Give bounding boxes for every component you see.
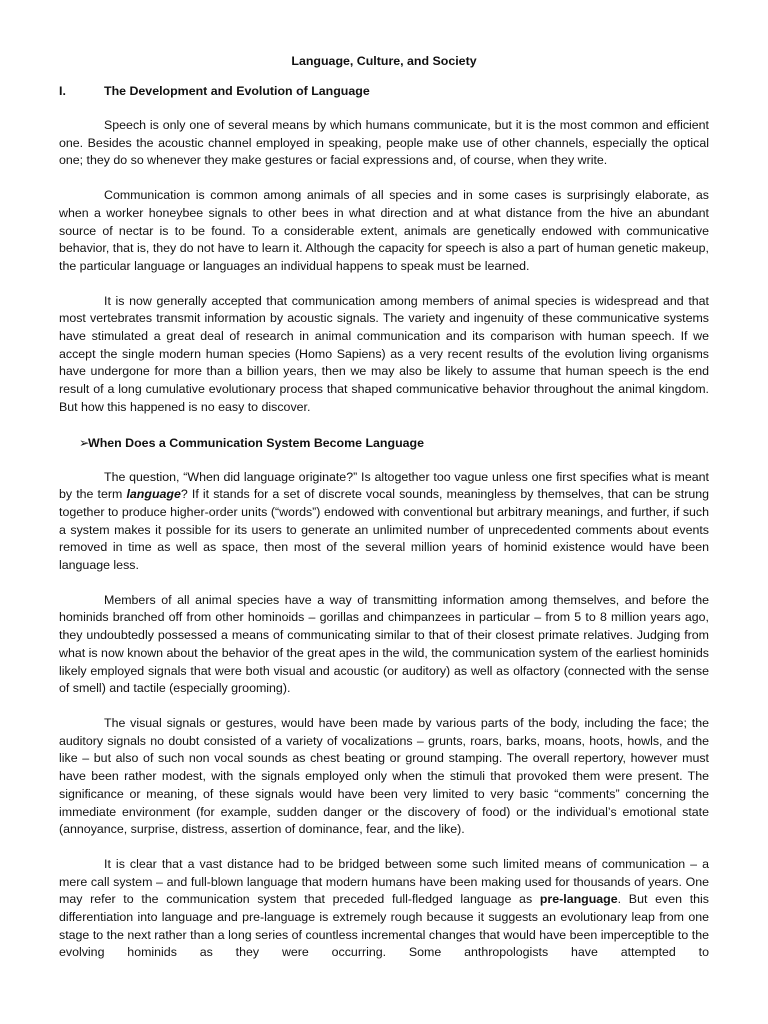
paragraph-1: Speech is only one of several means by which humans communicate, but it is the most common and efficient one. Besides the acoustic channel employed in speaking, people make use of other channels, especially the optical one; they do so whenever they make gestures or facial expressions and, of course, when they write.	[59, 118, 709, 168]
paragraph-7-after: . But even this differentiation into language and pre-language is extremely rough because it suggests an evolutionary leap from one stage to the next rather than a long series of countless incremental changes that would have been imperceptible to the evolving hominids as they were occurring. Some anthropologists have attempted to	[59, 892, 709, 960]
term-pre-language: pre-language	[539, 892, 618, 907]
paragraph-6: The visual signals or gestures, would have been made by various parts of the body, including the face; the auditory signals no doubt consisted of a variety of vocalizations – grunts, roars, barks, moans, hoots, howls, and the like – but also of such non vocal sounds as chest beating or ground stamping. The overall repertory, however must have been rather modest, with the signals employed only when the stimuli that provoked them were present. The significance or meaning, of these signals would have been very limited to very basic “comments” concerning the immediate environment (for example, sudden danger or the discovery of food) or the individual’s emotional state (annoyance, surprise, distress, assertion of dominance, fear, and the like).	[59, 715, 709, 837]
section-heading	[59, 82, 709, 100]
paragraph-4	[59, 469, 709, 575]
section-number: I.	[59, 84, 66, 98]
paragraph-7	[59, 856, 709, 962]
paragraph-4-before: The question, “When did language originate?” Is altogether too vague unless one first specifies what is meant by the term	[59, 469, 709, 502]
subsection-heading-text: When Does a Communication System Become Language	[88, 435, 424, 450]
paragraph-5: Members of all animal species have a way of transmitting information among themselves, and before the hominids branched off from other hominoids – gorillas and chimpanzees in particular – from 5 to 8 million years ago, they undoubtedly possessed a means of communicating similar to that of their closest primate relatives. Judging from what is now known about the behavior of the great apes in the wild, the communication system of the earliest hominids likely employed signals that were both visual and acoustic (or auditory) as well as olfactory (connected with the sense of smell) and tactile (especially grooming).	[59, 592, 709, 696]
document-title: Language, Culture, and Society	[291, 54, 477, 68]
paragraph-7-before: It is clear that a vast distance had to be bridged between some such limited means of communication – a mere call system – and full-blown language that modern humans have been making used for thousands of years. One may refer to the communication system that preceded full-fledged language as	[59, 856, 709, 907]
subsection-heading	[59, 434, 709, 452]
arrow-bullet-icon: ➢	[79, 435, 90, 450]
paragraph-3: It is now generally accepted that communication among members of animal species is widespread and that most vertebrates transmit information by acoustic signals. The variety and ingenuity of these communicative systems have stimulated a great deal of research in animal communication and its comparison with human speech. If we accept the single modern human species (Homo Sapiens) as a very recent results of the evolution living organisms have undergone for more than a billion years, then we may also be likely to assume that human speech is the end result of a long cumulative evolutionary process that shaped communicative behavior throughout the animal kingdom. But how this happened is no easy to discover.	[59, 293, 709, 414]
paragraph-2: Communication is common among animals of all species and in some cases is surprisingly elaborate, as when a worker honeybee signals to other bees in what direction and at what distance from the hive an abundant source of nectar is to be found. To a considerable extent, animals are genetically endowed with communicative behavior, that is, they do not have to learn it. Although the capacity for speech is also a part of human genetic makeup, the particular language or languages an individual happens to speak must be learned.	[59, 188, 709, 273]
section-heading-text: The Development and Evolution of Language	[104, 84, 370, 98]
paragraph-4-after: ? If it stands for a set of discrete vocal sounds, meaningless by themselves, that can be strung together to produce higher-order units (“words”) endowed with conventional but arbitrary meanings, and further, if such a system makes it possible for its users to generate an unlimited number of unprecedented comments about events removed in time as well as space, then most of the several million years of hominid existence would have been language less.	[59, 487, 710, 573]
term-language: language	[126, 487, 181, 502]
